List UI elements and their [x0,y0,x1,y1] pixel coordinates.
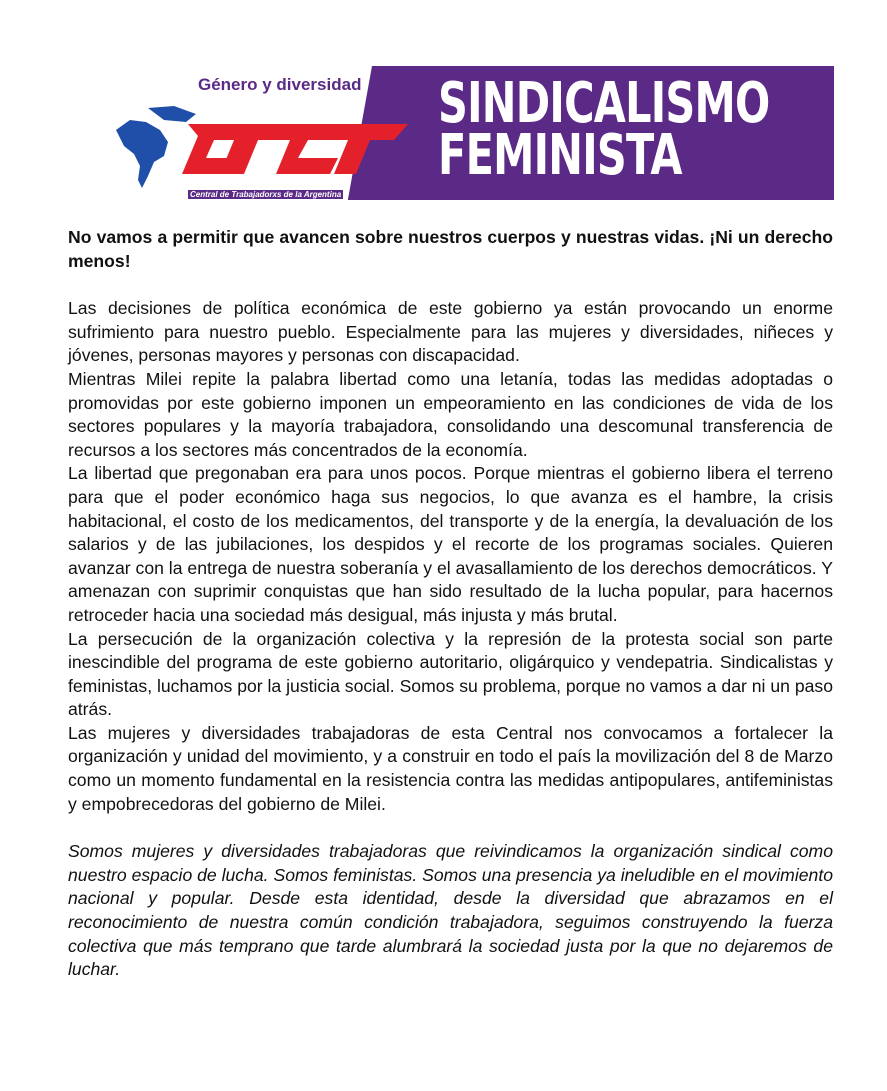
paragraph: La persecución de la organización colectiva y la represión de la protesta social son parte inescindible del programa de este gobierno autoritario, oligárquico y vendepatria. Sindicalistas y feministas, luchamos por la justicia social. Somos su problema, porque no vamos a dar ni un paso atrás. [68,628,833,720]
banner-tag: Género y diversidad [198,75,362,94]
logo-subtitle: Central de Trabajadorxs de la Argentina [190,190,342,199]
header-banner [70,66,834,200]
banner-title-line1: SINDICALISMO [438,71,770,136]
closing-paragraph: Somos mujeres y diversidades trabajadoras que reivindicamos la organización sindical como nuestro espacio de lucha. Somos feministas. Somos una presencia ya ineludible en el movimiento nacional y popular. Desde esta identidad, desde la diversidad que abrazamos en el reconocimiento de nuestra común condición trabajadora, seguimos construyendo la fuerza colectiva que más temprano que tarde alumbrará la sociedad justa por la que no dejaremos de luchar. [68,841,833,980]
document-body [68,226,833,982]
banner-title [438,71,834,188]
south-america-map-icon [116,120,168,188]
banner-title-line2: FEMINISTA [438,123,682,188]
headline: No vamos a permitir que avancen sobre nuestros cuerpos y nuestras vidas. ¡Ni un derecho menos! [68,227,833,271]
paragraph: Mientras Milei repite la palabra libertad como una letanía, todas las medidas adoptadas o promovidas por este gobierno imponen un empeoramiento en las condiciones de vida de los sectores populares y la mayoría trabajadora, consolidando una descomunal transferencia de recursos a los sectores más concentrados de la economía. [68,368,833,460]
cta-logo [108,100,420,194]
paragraph: Las decisiones de política económica de este gobierno ya están provocando un enorme sufrimiento para nuestro pueblo. Especialmente para las mujeres y diversidades, niñeces y jóvenes, personas mayores y personas con discapacidad. [68,298,833,366]
paragraph: Las mujeres y diversidades trabajadoras de esta Central nos convocamos a fortalecer la organización y unidad del movimiento, y a construir en todo el país la movilización del 8 de Marzo como un momento fundamental en la resistencia contra las medidas antipopulares, antifeministas y empobrecedoras del gobierno de Milei. [68,722,833,814]
paragraph: La libertad que pregonaban era para unos pocos. Porque mientras el gobierno libera el terreno para que el poder económico haga sus negocios, lo que avanza es el hambre, la crisis habitacional, el costo de los medicamentos, del transporte y de la energía, la devaluación de los salarios y de las jubilaciones, los despidos y el recorte de los programas sociales. Quieren avanzar con la entrega de nuestra soberanía y el avasallamiento de los derechos democráticos. Y amenazan con suprimir conquistas que han sido resultado de la lucha popular, para hacernos retroceder hacia una sociedad más desigual, más injusta y más brutal. [68,463,833,625]
